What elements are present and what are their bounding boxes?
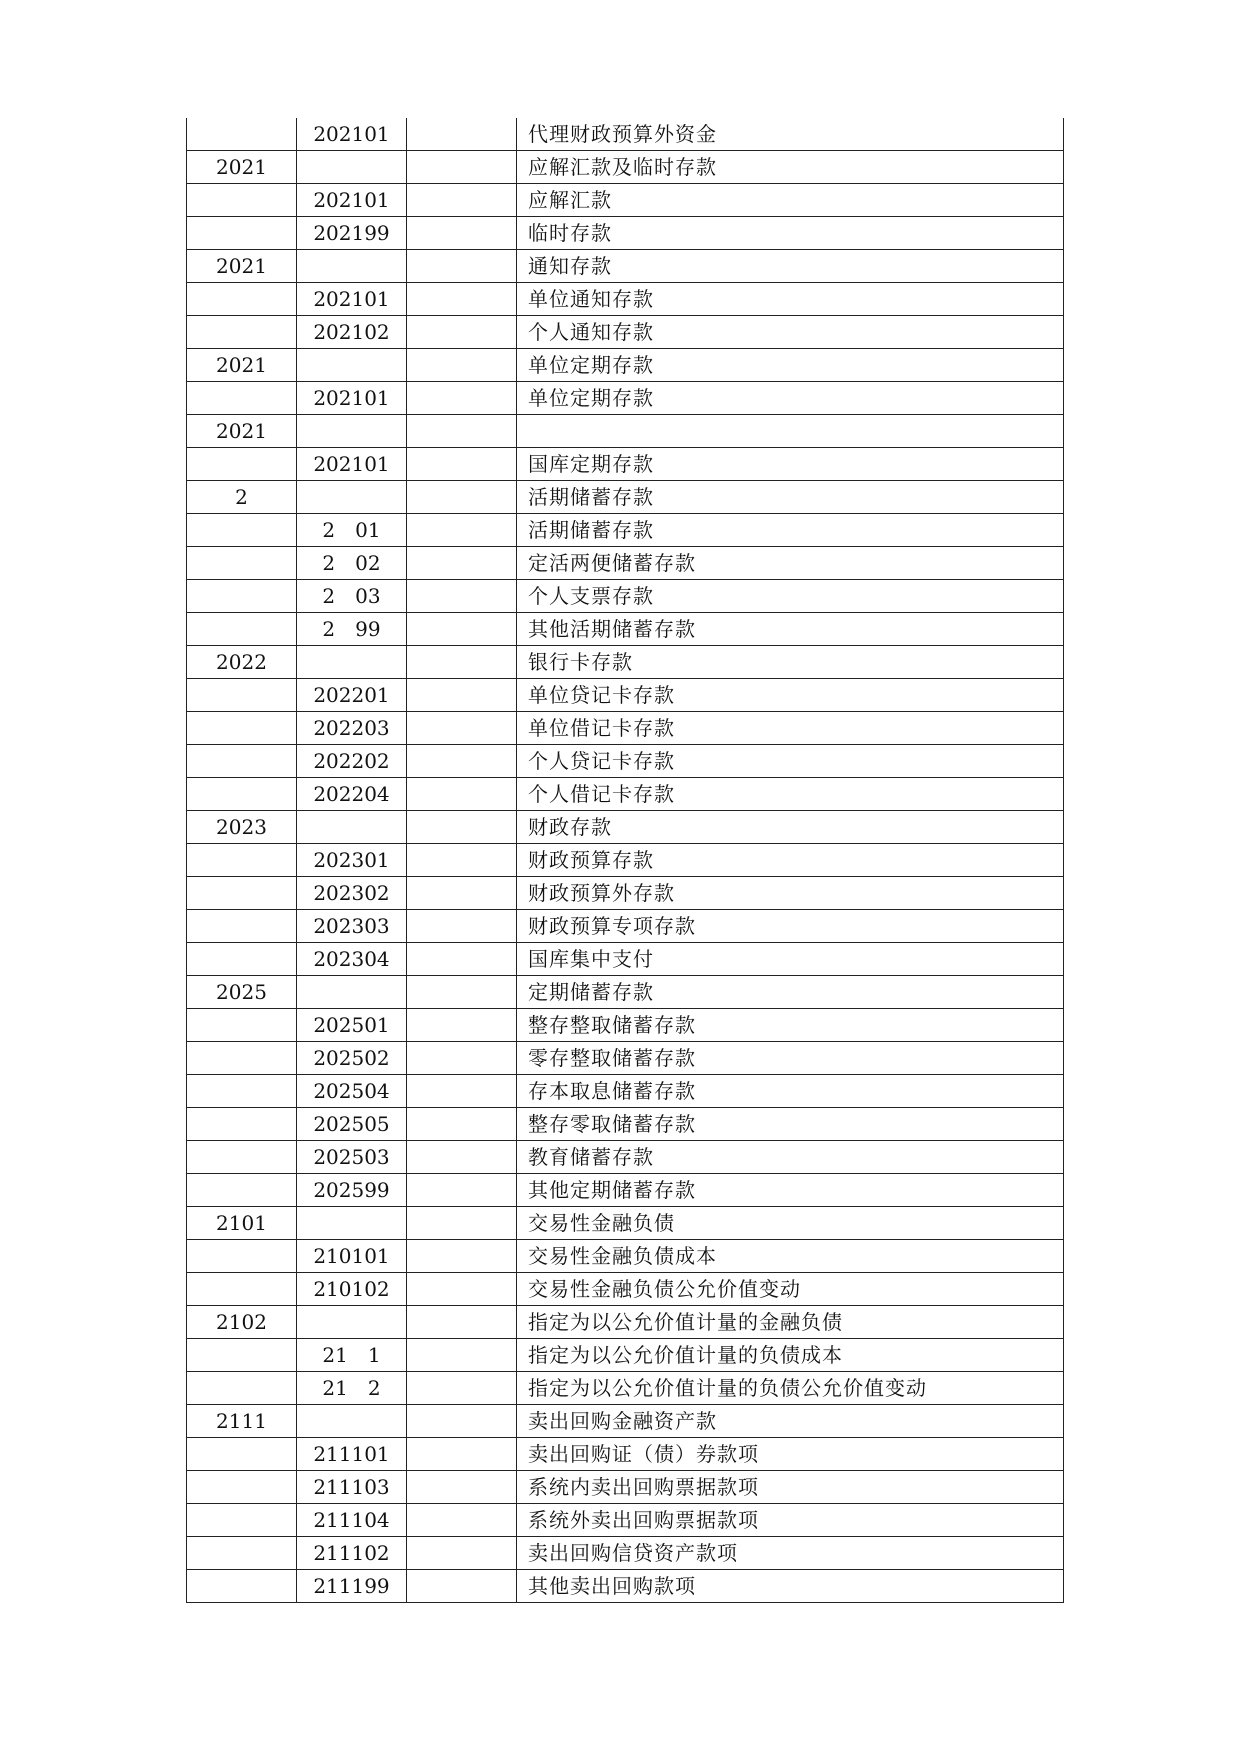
level3-code-cell <box>407 943 517 976</box>
table-row <box>187 1042 1064 1075</box>
level2-code-cell: 202504 <box>297 1075 407 1108</box>
account-name-cell: 应解汇款及临时存款 <box>517 151 1064 184</box>
level2-code-cell: 21 2 <box>297 1372 407 1405</box>
level1-code-cell: 2021 <box>187 349 297 382</box>
level2-code-cell: 211102 <box>297 1537 407 1570</box>
account-name-cell: 活期储蓄存款 <box>517 481 1064 514</box>
table-row <box>187 844 1064 877</box>
account-name-cell: 整存整取储蓄存款 <box>517 1009 1064 1042</box>
table-row <box>187 1240 1064 1273</box>
level2-code-cell: 202304 <box>297 943 407 976</box>
table-row <box>187 1438 1064 1471</box>
account-name-cell: 交易性金融负债公允价值变动 <box>517 1273 1064 1306</box>
table-row <box>187 1207 1064 1240</box>
level3-code-cell <box>407 844 517 877</box>
table-row <box>187 250 1064 283</box>
account-name-cell: 其他活期储蓄存款 <box>517 613 1064 646</box>
account-name-cell: 交易性金融负债 <box>517 1207 1064 1240</box>
level3-code-cell <box>407 1240 517 1273</box>
level3-code-cell <box>407 151 517 184</box>
account-name-cell: 单位定期存款 <box>517 382 1064 415</box>
table-row <box>187 1570 1064 1603</box>
level1-code-cell <box>187 1438 297 1471</box>
level3-code-cell <box>407 448 517 481</box>
level1-code-cell <box>187 778 297 811</box>
table-row <box>187 811 1064 844</box>
table-row <box>187 580 1064 613</box>
table-row <box>187 382 1064 415</box>
level2-code-cell <box>297 415 407 448</box>
account-name-cell: 指定为以公允价值计量的负债公允价值变动 <box>517 1372 1064 1405</box>
level1-code-cell <box>187 184 297 217</box>
account-name-cell: 其他定期储蓄存款 <box>517 1174 1064 1207</box>
level2-code-cell: 211103 <box>297 1471 407 1504</box>
account-name-cell: 通知存款 <box>517 250 1064 283</box>
level2-code-cell: 202101 <box>297 283 407 316</box>
account-name-cell: 系统外卖出回购票据款项 <box>517 1504 1064 1537</box>
account-name-cell: 整存零取储蓄存款 <box>517 1108 1064 1141</box>
account-name-cell: 活期储蓄存款 <box>517 514 1064 547</box>
table-row <box>187 1009 1064 1042</box>
level2-code-cell <box>297 151 407 184</box>
level3-code-cell <box>407 1273 517 1306</box>
level3-code-cell <box>407 811 517 844</box>
account-name-cell: 存本取息储蓄存款 <box>517 1075 1064 1108</box>
account-name-cell: 个人借记卡存款 <box>517 778 1064 811</box>
level3-code-cell <box>407 514 517 547</box>
table-row <box>187 1471 1064 1504</box>
level3-code-cell <box>407 613 517 646</box>
level3-code-cell <box>407 1471 517 1504</box>
level3-code-cell <box>407 745 517 778</box>
level3-code-cell <box>407 316 517 349</box>
level1-code-cell: 2025 <box>187 976 297 1009</box>
level1-code-cell: 2101 <box>187 1207 297 1240</box>
level2-code-cell <box>297 1306 407 1339</box>
level3-code-cell <box>407 1306 517 1339</box>
table-row <box>187 910 1064 943</box>
account-name-cell: 单位借记卡存款 <box>517 712 1064 745</box>
account-name-cell: 单位通知存款 <box>517 283 1064 316</box>
level1-code-cell <box>187 217 297 250</box>
table-row <box>187 1504 1064 1537</box>
level3-code-cell <box>407 118 517 151</box>
level1-code-cell: 2023 <box>187 811 297 844</box>
account-name-cell: 定期储蓄存款 <box>517 976 1064 1009</box>
level2-code-cell: 2 02 <box>297 547 407 580</box>
level1-code-cell <box>187 1141 297 1174</box>
account-name-cell: 国库集中支付 <box>517 943 1064 976</box>
level2-code-cell: 202101 <box>297 184 407 217</box>
level3-code-cell <box>407 1570 517 1603</box>
level2-code-cell: 202503 <box>297 1141 407 1174</box>
level1-code-cell: 2022 <box>187 646 297 679</box>
account-name-cell: 卖出回购金融资产款 <box>517 1405 1064 1438</box>
level1-code-cell <box>187 283 297 316</box>
account-name-cell: 零存整取储蓄存款 <box>517 1042 1064 1075</box>
level1-code-cell <box>187 943 297 976</box>
level1-code-cell <box>187 1009 297 1042</box>
level3-code-cell <box>407 778 517 811</box>
table-row <box>187 1405 1064 1438</box>
table-row <box>187 151 1064 184</box>
level1-code-cell <box>187 910 297 943</box>
level1-code-cell <box>187 877 297 910</box>
level3-code-cell <box>407 910 517 943</box>
level2-code-cell: 202505 <box>297 1108 407 1141</box>
level3-code-cell <box>407 976 517 1009</box>
account-name-cell: 财政存款 <box>517 811 1064 844</box>
account-name-cell: 卖出回购证（债）券款项 <box>517 1438 1064 1471</box>
level3-code-cell <box>407 481 517 514</box>
level2-code-cell: 210102 <box>297 1273 407 1306</box>
level2-code-cell <box>297 1405 407 1438</box>
level1-code-cell <box>187 382 297 415</box>
account-name-cell: 系统内卖出回购票据款项 <box>517 1471 1064 1504</box>
level2-code-cell: 2 03 <box>297 580 407 613</box>
table-row <box>187 349 1064 382</box>
level3-code-cell <box>407 184 517 217</box>
level2-code-cell: 202101 <box>297 118 407 151</box>
table-row <box>187 1273 1064 1306</box>
table-row <box>187 514 1064 547</box>
level2-code-cell: 211104 <box>297 1504 407 1537</box>
account-name-cell: 教育储蓄存款 <box>517 1141 1064 1174</box>
table-row <box>187 943 1064 976</box>
level2-code-cell: 202101 <box>297 448 407 481</box>
account-name-cell: 财政预算外存款 <box>517 877 1064 910</box>
table-row <box>187 184 1064 217</box>
level1-code-cell <box>187 316 297 349</box>
level2-code-cell: 202199 <box>297 217 407 250</box>
table-row <box>187 1306 1064 1339</box>
account-name-cell: 银行卡存款 <box>517 646 1064 679</box>
level2-code-cell <box>297 976 407 1009</box>
level3-code-cell <box>407 1339 517 1372</box>
level2-code-cell <box>297 811 407 844</box>
table-row <box>187 1372 1064 1405</box>
account-name-cell: 个人贷记卡存款 <box>517 745 1064 778</box>
level2-code-cell: 202201 <box>297 679 407 712</box>
account-name-cell: 其他卖出回购款项 <box>517 1570 1064 1603</box>
level1-code-cell <box>187 679 297 712</box>
level1-code-cell <box>187 547 297 580</box>
account-code-table-container <box>186 118 1063 1603</box>
table-row <box>187 976 1064 1009</box>
level1-code-cell <box>187 514 297 547</box>
table-row <box>187 646 1064 679</box>
level1-code-cell: 2021 <box>187 250 297 283</box>
level1-code-cell <box>187 580 297 613</box>
table-row <box>187 1108 1064 1141</box>
level2-code-cell: 202303 <box>297 910 407 943</box>
level1-code-cell <box>187 745 297 778</box>
account-name-cell: 卖出回购信贷资产款项 <box>517 1537 1064 1570</box>
account-name-cell: 指定为以公允价值计量的金融负债 <box>517 1306 1064 1339</box>
level3-code-cell <box>407 250 517 283</box>
level3-code-cell <box>407 877 517 910</box>
account-name-cell: 临时存款 <box>517 217 1064 250</box>
level1-code-cell <box>187 1075 297 1108</box>
account-name-cell: 个人支票存款 <box>517 580 1064 613</box>
table-row <box>187 118 1064 151</box>
level1-code-cell: 2021 <box>187 415 297 448</box>
level2-code-cell: 202502 <box>297 1042 407 1075</box>
level3-code-cell <box>407 580 517 613</box>
level2-code-cell: 211199 <box>297 1570 407 1603</box>
table-row <box>187 745 1064 778</box>
account-name-cell: 定活两便储蓄存款 <box>517 547 1064 580</box>
table-row <box>187 481 1064 514</box>
level3-code-cell <box>407 217 517 250</box>
level1-code-cell <box>187 1042 297 1075</box>
level3-code-cell <box>407 283 517 316</box>
account-code-table <box>186 118 1064 1603</box>
level1-code-cell: 2102 <box>187 1306 297 1339</box>
account-name-cell: 个人通知存款 <box>517 316 1064 349</box>
table-row <box>187 1174 1064 1207</box>
level2-code-cell: 211101 <box>297 1438 407 1471</box>
table-row <box>187 1537 1064 1570</box>
account-name-cell: 应解汇款 <box>517 184 1064 217</box>
level2-code-cell: 2 01 <box>297 514 407 547</box>
level3-code-cell <box>407 1075 517 1108</box>
level2-code-cell: 202203 <box>297 712 407 745</box>
level3-code-cell <box>407 1405 517 1438</box>
level2-code-cell: 2 99 <box>297 613 407 646</box>
level2-code-cell: 202202 <box>297 745 407 778</box>
table-row <box>187 283 1064 316</box>
level2-code-cell: 202501 <box>297 1009 407 1042</box>
level2-code-cell <box>297 646 407 679</box>
account-name-cell: 国库定期存款 <box>517 448 1064 481</box>
table-body <box>187 118 1064 1603</box>
level3-code-cell <box>407 382 517 415</box>
level3-code-cell <box>407 1108 517 1141</box>
level1-code-cell <box>187 1504 297 1537</box>
account-name-cell: 单位贷记卡存款 <box>517 679 1064 712</box>
account-name-cell: 财政预算专项存款 <box>517 910 1064 943</box>
table-row <box>187 613 1064 646</box>
level1-code-cell <box>187 1273 297 1306</box>
level1-code-cell <box>187 1108 297 1141</box>
table-row <box>187 778 1064 811</box>
table-row <box>187 415 1064 448</box>
level1-code-cell <box>187 1537 297 1570</box>
level3-code-cell <box>407 1372 517 1405</box>
level1-code-cell: 2 <box>187 481 297 514</box>
level3-code-cell <box>407 1009 517 1042</box>
level3-code-cell <box>407 349 517 382</box>
level1-code-cell <box>187 844 297 877</box>
level1-code-cell <box>187 1372 297 1405</box>
level2-code-cell: 202204 <box>297 778 407 811</box>
level2-code-cell <box>297 349 407 382</box>
table-row <box>187 877 1064 910</box>
level1-code-cell <box>187 118 297 151</box>
level2-code-cell <box>297 1207 407 1240</box>
account-name-cell: 交易性金融负债成本 <box>517 1240 1064 1273</box>
level3-code-cell <box>407 1207 517 1240</box>
level1-code-cell <box>187 1240 297 1273</box>
level2-code-cell <box>297 250 407 283</box>
level1-code-cell <box>187 1471 297 1504</box>
level1-code-cell <box>187 448 297 481</box>
account-name-cell: 指定为以公允价值计量的负债成本 <box>517 1339 1064 1372</box>
level2-code-cell: 202599 <box>297 1174 407 1207</box>
table-row <box>187 217 1064 250</box>
table-row <box>187 1339 1064 1372</box>
account-name-cell <box>517 415 1064 448</box>
level3-code-cell <box>407 646 517 679</box>
level2-code-cell <box>297 481 407 514</box>
level3-code-cell <box>407 1504 517 1537</box>
table-row <box>187 448 1064 481</box>
level2-code-cell: 202101 <box>297 382 407 415</box>
level3-code-cell <box>407 1042 517 1075</box>
level1-code-cell: 2021 <box>187 151 297 184</box>
table-row <box>187 316 1064 349</box>
level1-code-cell <box>187 613 297 646</box>
level3-code-cell <box>407 415 517 448</box>
table-row <box>187 1075 1064 1108</box>
level1-code-cell: 2111 <box>187 1405 297 1438</box>
level1-code-cell <box>187 1339 297 1372</box>
account-name-cell: 代理财政预算外资金 <box>517 118 1064 151</box>
level3-code-cell <box>407 712 517 745</box>
account-name-cell: 财政预算存款 <box>517 844 1064 877</box>
table-row <box>187 679 1064 712</box>
level2-code-cell: 210101 <box>297 1240 407 1273</box>
table-row <box>187 547 1064 580</box>
account-name-cell: 单位定期存款 <box>517 349 1064 382</box>
table-row <box>187 712 1064 745</box>
level2-code-cell: 202302 <box>297 877 407 910</box>
level1-code-cell <box>187 1570 297 1603</box>
level3-code-cell <box>407 679 517 712</box>
table-row <box>187 1141 1064 1174</box>
level1-code-cell <box>187 712 297 745</box>
level2-code-cell: 202102 <box>297 316 407 349</box>
level3-code-cell <box>407 1537 517 1570</box>
level3-code-cell <box>407 1174 517 1207</box>
level2-code-cell: 202301 <box>297 844 407 877</box>
level3-code-cell <box>407 547 517 580</box>
level1-code-cell <box>187 1174 297 1207</box>
level3-code-cell <box>407 1141 517 1174</box>
level3-code-cell <box>407 1438 517 1471</box>
level2-code-cell: 21 1 <box>297 1339 407 1372</box>
